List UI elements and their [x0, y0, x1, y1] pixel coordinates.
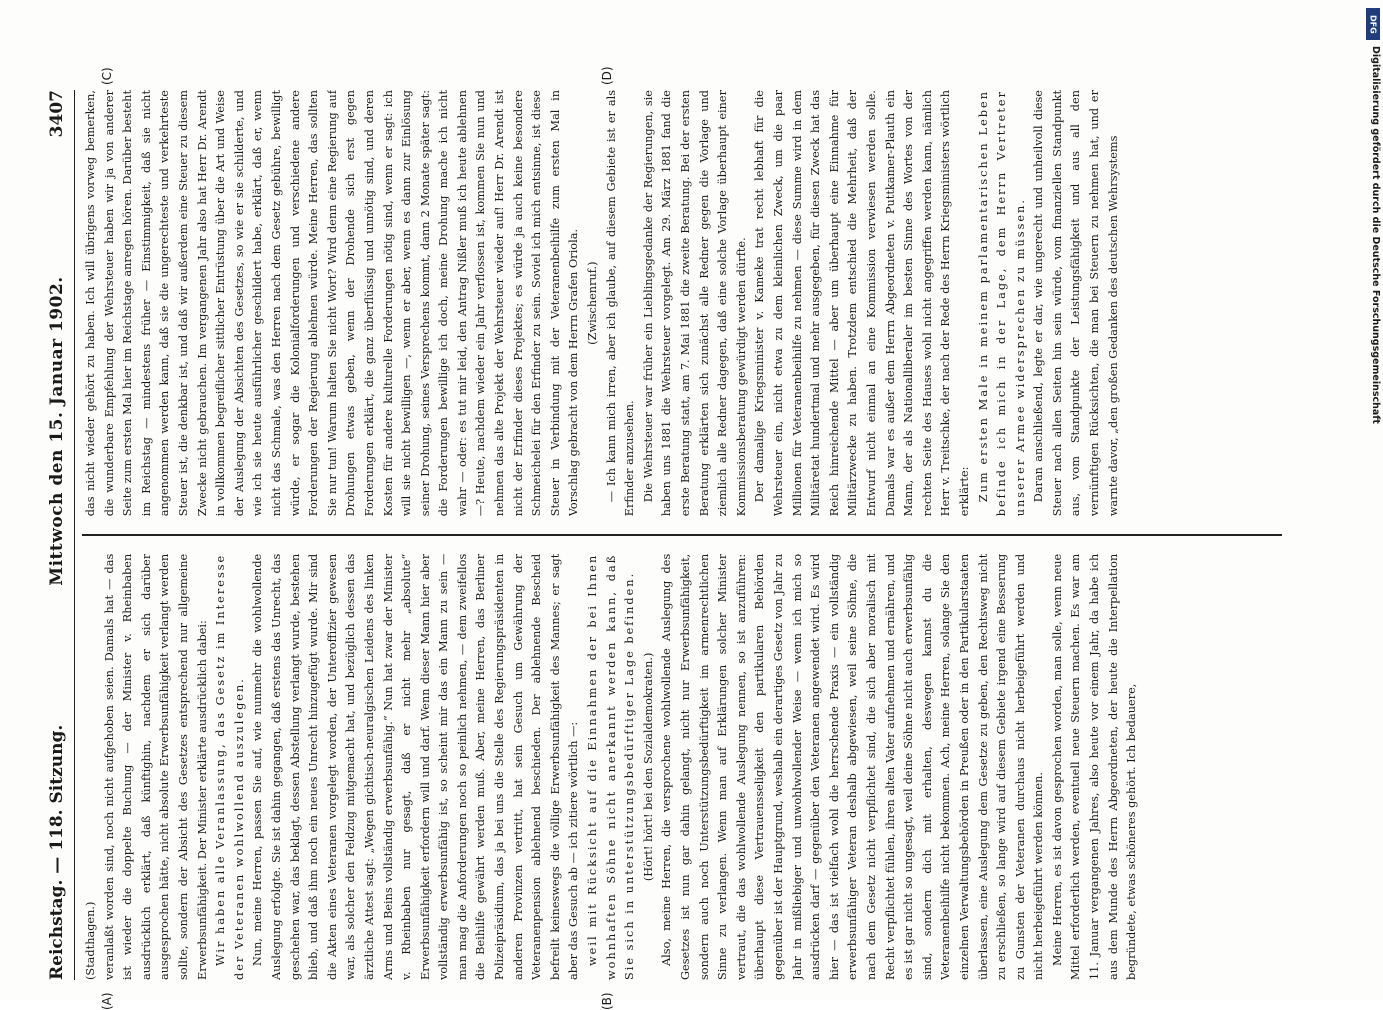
interjection: (Zwischenruf.) — [586, 261, 600, 345]
speaker-name: (Stadthagen.) — [84, 901, 97, 980]
digitization-note: Digitalisierung gefördert durch die Deutsche Forschungsgemeinschaft — [1370, 46, 1381, 424]
left-column — [82, 554, 1282, 980]
margin-marker-b: (B) — [600, 992, 614, 1010]
margin-marker-c: (C) — [100, 67, 114, 85]
dfg-logo: DFG — [1366, 8, 1380, 40]
rotated-page-content — [40, 66, 1330, 1010]
margin-marker-d: (D) — [600, 66, 614, 85]
paragraph: Die Wehrsteuer war früher ein Lieblingsgedanke der Regierungen, sie haben uns 1881 die Wehrsteuer vorgelegt. Am 29. März 1881 fand die erste Beratung statt, am 7. Mai 1881 die zweite Beratung. Bei der ersten Beratung erklärten sich zunächst alle Redner gegen die Vorlage und ziemlich alle Redner dagegen, daß eine solche Vorlage überhaupt einer Kommissionsberatung gewürdigt werden dürfte. — [641, 90, 748, 517]
paragraph: das nicht wieder gehört zu haben. Ich will übrigens vorweg bemerken, die wunderbare Empfehlung der Wehrsteuer haben wir ja von anderer Seite zum ersten Mal hier im Reichstage anregen hören. Darüber besteht im Reichstag — mindestens früher — Einstimmigkeit, daß sie nicht angenommen werden kann, daß sie die ungerechteste und verkehrteste Steuer ist, die denkbar ist, und daß wir außerdem eine Steuer zu diesem Zwecke nicht gebrauchen. Im vergangenen Jahr also hat Herr Dr. Arendt in vollkommen begreiflicher sittlicher Entrüstung über die Art und Weise der Auslegung der Absichten des Gesetzes, so wie er sie schilderte, und wie ich sie heute ausführlicher geschildert habe, erklärt, daß er, wenn nicht das Schmale, was den Herren nach dem Gesetz gebühre, bewilligt würde, er sogar die Kolonialforderungen und verschiedene andere Forderungen der Regierung ablehnen würde. Meine Herren, das sollten Sie nur tun! Warum halten Sie nicht Wort? Wird denn eine Regierung auf Drohungen etwas geben, wenn der Drohende sich erst gegen Forderungen erklärt, die ganz überflüssig und unnötig sind, und deren Kosten für andere kulturelle Forderungen nötig sind, wenn er sagt: ich will sie nicht bewilligen —, wenn er aber, wenn es dann zur Einlösung seiner Drohung, seines Versprechens kommt, dann 2 Monate später sagt: die Forderungen bewillige ich doch, meine Drohung mache ich nicht wahr — oder: es tut mir leid, den Antrag Nißler muß ich heute ablehnen —? Heute, nachdem wieder ein Jahr verflossen ist, kommen Sie nun und nehmen das alte Projekt der Wehrsteuer wieder auf! Herr Dr. Arendt ist nicht der Erfinder dieses Projektes; es würde ja auch keine besondere Schmeichelei für den Erfinder zu sein. Soviel ich mich entsinne, ist diese Steuer in Verbindung mit der Veteranenbeihilfe zum ersten Mal in Vorschlag gebracht von dem Herrn Grafen Oriola. — [84, 90, 581, 517]
paragraph: Also, meine Herren, die versprochene wohlwollende Auslegung des Gesetzes ist nun gar dahin gelangt, nicht nur Erwerbsunfähigkeit, sondern auch noch Unterstützungsbedürftigkeit im armenrechtlichen Sinne zu verlangen. Wenn man auf Erklärungen solcher Minister vertraut, die das wohlwollende Auslegung nennen, so ist anzuführen: überhaupt diese Vertrauensseligkeit den partikularen Behörden gegenüber ist der Hauptgrund, weshalb ein derartiges Gesetz von Jahr zu Jahr in mißliebiger und unwohlwollender Weise — wenn ich mich so ausdrücken darf — gegenüber den Veteranen angewendet wird. Es wird hier — das ist vielfach wohl die herrschende Praxis — ein vollständig erwerbsunfähiger Veteran deshalb abgewiesen, weil seine Söhne, die nach dem Gesetz nicht verpflichtet sind, die sich aber moralisch mit Recht verpflichtet fühlen, ihren alten Vater aufnehmen und ernähren, und es ist gar nicht so ungesagt, weil deine Söhne nicht auch erwerbsunfähig sind, sondern dich mit erhalten, deswegen kannst du die Veteranenbeihilfe nicht bekommen. Ach, meine Herren, solange Sie den einzelnen Verwaltungsbehörden in Preußen oder in den Partikularstaaten überlassen, eine Auslegung dem Gesetze zu geben, den Rechtsweg nicht zu erschließen, so lange wird auf diesem Gebiete irgend eine Besserung zu Gunsten der Veteranen durchaus nicht herbeigeführt werden und nicht herbeigeführt werden können. — [660, 553, 1046, 980]
column-divider — [82, 534, 1282, 536]
page-number: 3407 — [47, 90, 67, 138]
paragraph: Daran anschließend, legte er dar, wie ungerecht und unheilvoll diese Steuer nach allen Seiten hin sein würde, vom finanziellen Standpunkt aus, vom Standpunkte der Leistungsfähigkeit und aus all den vernünftigen Rücksichten, die man bei Steuern zu nehmen hat, und er warnte davor, „den großen Gedanken des deutschen Wehrsystems — [1032, 90, 1120, 517]
page-header — [40, 90, 75, 980]
right-column — [82, 90, 1282, 516]
paragraph: veranlaßt worden sind, noch nicht aufgehoben seien. Damals hat — das ist wieder die doppelte Buchung — der Minister v. Rheinbaben ausdrücklich erklärt, daß künftighin, nachdem er sich darüber ausgesprochen hätte, nicht absolute Erwerbsunfähigkeit verlangt werden sollte, sondern der Absicht des Gesetzes entsprechend nur allgemeine Erwerbsunfähigkeit. Der Minister erklärte ausdrücklich dabei: — [102, 553, 209, 980]
header-date: Mittwoch den 15. Januar 1902. — [47, 276, 67, 586]
text-columns — [82, 90, 1282, 980]
quote: weil mit Rücksicht auf die Einnahmen der bei Ihnen wohnhaften Söhne nicht anerkannt werden kann, daß Sie sich in unterstützungsbedürftiger Lage befinden. — [586, 553, 637, 980]
paragraph: Meine Herren, es ist davon gesprochen worden, man solle, wenn neue Mittel erforderlich werden, eventuell neue Steuern machen. Es war am 11. Januar vergangenen Jahres, also heute vor einem Jahr, da habe ich aus dem Munde des Herrn Abgeordneten, der heute die Interpellation begründete, etwas schöneres gehört. Ich bedauere, — [1050, 553, 1139, 980]
margin-marker-a: (A) — [100, 992, 114, 1010]
paragraph: Der damalige Kriegsminister v. Kameke trat recht lebhaft für die Wehrsteuer ein, nicht etwa zu dem kleinlichen Zweck, um die paar Millionen für Veteranenbeihilfe zu nehmen — diese Summe wird in dem Militäretat hundertmal und mehr ausgegeben, für diesen Zweck hat das Reich hinreichende Mittel — aber um überhaupt eine Einnahme für Militärzwecke zu haben. Trotzdem entschied die Mehrheit, daß der Entwurf nicht einmal an eine Kommission verwiesen werden solle. Damals war es außer dem Herrn Abgeordneten v. Puttkamer-Plauth ein Mann, der als Nationalliberaler im besten Sinne des Wortes von der rechten Seite des Hauses wohl nicht angegriffen werden kann, nämlich Herr v. Treitschke, der nach der Rede des Herrn Kriegsministers wörtlich erklärte: — [753, 90, 971, 517]
paragraph: — Ich kann mich irren, aber ich glaube, auf diesem Gebiete ist er als Erfinder anzusehen. — [604, 90, 637, 517]
paragraph: Nun, meine Herren, passen Sie auf, wie nunmehr die wohlwollende Auslegung erfolgte. Sie ist dahin gegangen, daß erstens das Unrecht, das geschehen war, das beklagt, dessen Abstellung verlangt wurde, bestehen blieb, und daß ihm noch ein neues Unrecht hinzugefügt wurde. Mir sind die Akten eines Veteranen vorgelegt worden, der Unteroffizier gewesen war, als solcher den Feldzug mitgemacht hat, und bezüglich dessen das ärztliche Attest sagt: „Wegen gichtisch-neuralgischen Leidens des linken Arms und Beins vollständig erwerbsunfähig.“ Nun hat zwar der Minister v. Rheinbaben nur gesagt, daß er nicht mehr „absolute“ Erwerbsunfähigkeit erfordern will und darf. Wenn dieser Mann hier aber vollständig erwerbsunfähig ist, so scheint mir das ein Mann zu sein — man mag die Anforderungen noch so peinlich nehmen, — dem zweifellos die Beihilfe gewährt werden muß. Aber, meine Herren, das Berliner Polizeipräsidium, das ja bei uns die Stelle des Regierungspräsidenten in anderen Provinzen vertritt, hat sein Gesuch um Gewährung der Veteranenpension ablehnend beschieden. Der ablehnende Bescheid befreilt keineswegs die völlige Erwerbsunfähigkeit des Mannes; er sagt aber das Gesuch ab — ich zitiere wörtlich —: — [251, 553, 581, 980]
interjection: (Hört! hört! bei den Sozialdemokraten.) — [641, 652, 655, 882]
header-left: Reichstag. — 118. Sitzung. — [47, 724, 67, 980]
quote: Zum ersten Male in meinem parlamentarischen Leben befinde ich mich in der Lage, dem Herrn Vertreter unserer Armee widersprechen zu müssen. — [976, 90, 1027, 517]
quote: Wir haben alle Veranlassung, das Gesetz im Interesse der Veteranen wohlwollend auszulegen. — [214, 553, 246, 980]
